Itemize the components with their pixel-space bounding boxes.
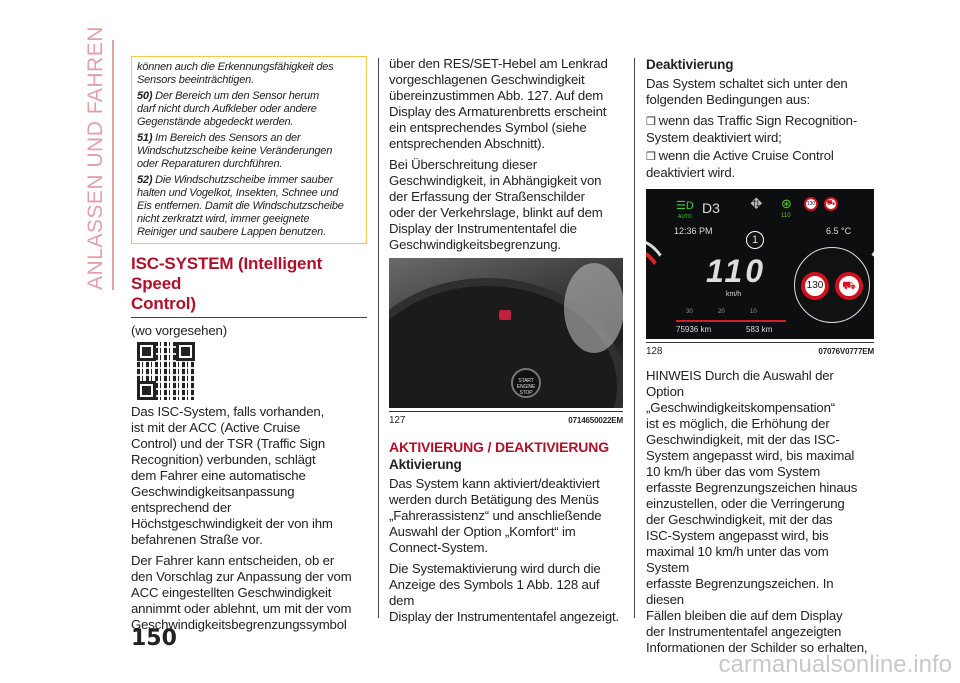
fuel-bar: [676, 320, 786, 322]
note-text: Die Windschutzscheibe immer sauber halten und Vogelkot, Insekten, Schnee und Eis entfernen. Damit die Windschutzscheibe nicht zerkratzt wird, immer geeignete Reiniger und saubere Lappen benutzen.: [137, 174, 344, 238]
paragraph: über den RES/SET-Hebel am Lenkrad vorgeschlagenen Geschwindigkeit übereinzustimmen Abb. 127. Auf dem Display des Armaturenbretts erscheint ein entsprechendes Symbol (siehe entsprechenden Abschnitt).: [389, 56, 608, 151]
section-label: ANLASSEN UND FAHREN: [84, 26, 107, 290]
note-intro: können auch die Erkennungsfähigkeit des Sensors beeinträchtigen.: [137, 61, 334, 86]
page-number: 150: [131, 626, 177, 651]
gear-indicator: D3: [702, 200, 720, 216]
figure-caption: [389, 411, 623, 427]
res-set-button: [499, 310, 511, 320]
note-item: [137, 90, 361, 129]
paragraph: Das System kann aktiviert/deaktiviert werden durch Betätigung des Menüs „Fahrerassistenz“ und anschließende Auswahl der Option „Komfort“ im Connect-System.: [389, 476, 602, 555]
section-heading: ISC-SYSTEM (Intelligent Speed Control): [131, 254, 367, 318]
paragraph: Bei Überschreitung dieser Geschwindigkeit, in Abhängigkeit von der Erfassung der Straßenschilder oder der Verkehrslage, blinkt auf dem Display der Instrumententafel die Geschwindigkeitsbegrenzung.: [389, 157, 603, 252]
speed-readout: 110: [706, 253, 767, 289]
column-divider: [634, 58, 635, 618]
speed-limit-value: 130: [806, 200, 816, 207]
range: 583 km: [746, 325, 773, 334]
figure-code: 0714650022EM: [568, 416, 623, 425]
headlight-auto-icon: ☰D: [676, 200, 694, 212]
column-3: [646, 56, 874, 661]
scale-label: 10: [750, 309, 757, 315]
scale-label: 20: [718, 309, 725, 315]
note-number: 50): [137, 90, 153, 102]
activation-heading: Aktivierung: [389, 457, 462, 472]
figure-caption: [646, 342, 874, 358]
start-stop-button: START ENGINE STOP: [511, 368, 541, 398]
section-subheading: AKTIVIERUNG / DEAKTIVIERUNG: [389, 439, 609, 455]
auto-label: AUTO: [678, 214, 692, 220]
speed-limit-sign-small: [804, 197, 818, 211]
lane-car-icon: ⛖: [750, 196, 763, 213]
qr-code[interactable]: [137, 342, 195, 400]
watermark: carmanualsonline.info: [718, 651, 952, 678]
note-text: Im Bereich des Sensors an der Windschutzscheibe keine Veränderungen oder Reparaturen durchführen.: [137, 132, 333, 170]
deactivation-heading: Deaktivierung: [646, 57, 734, 72]
odometer: 75936 km: [676, 325, 712, 334]
paragraph: Der Fahrer kann entscheiden, ob er den Vorschlag zur Anpassung der vom ACC eingestellten Geschwindigkeit annimmt oder ablehnt, um mit der vom Geschwindigkeitsbegrenzungssymbol: [131, 553, 352, 632]
note-number: 52): [137, 174, 153, 186]
note-text: Der Bereich um den Sensor herum darf nicht durch Aufkleber oder andere Gegenstände abgedeckt werden.: [137, 90, 319, 128]
note-item: [137, 132, 361, 171]
sidebar-divider: [112, 40, 114, 290]
column-divider: [378, 58, 379, 618]
speed-limit-value: 130: [806, 280, 824, 291]
subtitle: (wo vorgesehen): [131, 323, 227, 338]
callout-marker: 1: [746, 231, 764, 249]
paragraph: Das System schaltet sich unter den folgenden Bedingungen aus:: [646, 76, 848, 107]
logo: [564, 263, 623, 353]
section-tab: [84, 26, 108, 290]
no-overtaking-sign-small: ⛟: [824, 197, 838, 211]
figure-code: 07076V0777EM: [818, 347, 874, 356]
isc-symbol-icon: ⊛: [781, 196, 792, 211]
column-2: [389, 56, 623, 630]
figure-number: 128: [646, 346, 663, 357]
paragraph: Das ISC-System, falls vorhanden, ist mit der ACC (Active Cruise Control) und der TSR (Traffic Sign Recognition) verbunden, schlägt dem Fahrer eine automatische Geschwindigkeitsanpassung entsprechend der Höchstgeschwindigkeit der von ihm befahrenen Straße vor.: [131, 404, 333, 547]
note-item: [137, 174, 361, 239]
speed-limit-sign-large: [801, 272, 829, 300]
outside-temp: 6.5 °C: [826, 226, 852, 236]
paragraph: Die Systemaktivierung wird durch die Anzeige des Symbols 1 Abb. 128 auf dem Display der Instrumententafel angezeigt.: [389, 561, 620, 624]
bullet-item: ❐ wenn die Active Cruise Control deaktiviert wird.: [646, 148, 874, 181]
clock: 12:36 PM: [674, 226, 713, 236]
paragraph: HINWEIS Durch die Auswahl der Option „Geschwindigkeitskompensation“ ist es möglich, die Erhöhung der Geschwindigkeit, mit der das ISC- System angepasst wird, bis maximal 10 km/h über das vom System erfasste Begrenzungszeichen hinaus einzustellen, oder die Verringerung der Geschwindigkeit, mit der das ISC-System angepasst wird, bis maximal 10 km/h unter das vom System erfasste Begrenzungszeichen. In diesen Fällen bleiben die auf dem Display der Instrumententafel angezeigten Informationen der Schilder so erhalten,: [646, 368, 868, 655]
bullet-item: ❐ wenn das Traffic Sign Recognition- System deaktiviert wird;: [646, 113, 874, 146]
figure-number: 127: [389, 415, 406, 426]
figure-128-instrument-cluster: [646, 189, 874, 339]
warning-notes-box: [131, 56, 367, 244]
note-number: 51): [137, 132, 153, 144]
no-overtaking-sign-large: ⛟: [835, 272, 863, 300]
column-1: [131, 56, 367, 633]
figure-127-steering-wheel: [389, 258, 623, 408]
scale-label: 30: [686, 309, 693, 315]
speed-unit: km/h: [726, 291, 742, 298]
isc-set-speed: 110: [781, 213, 791, 219]
magnifier: [794, 247, 870, 323]
